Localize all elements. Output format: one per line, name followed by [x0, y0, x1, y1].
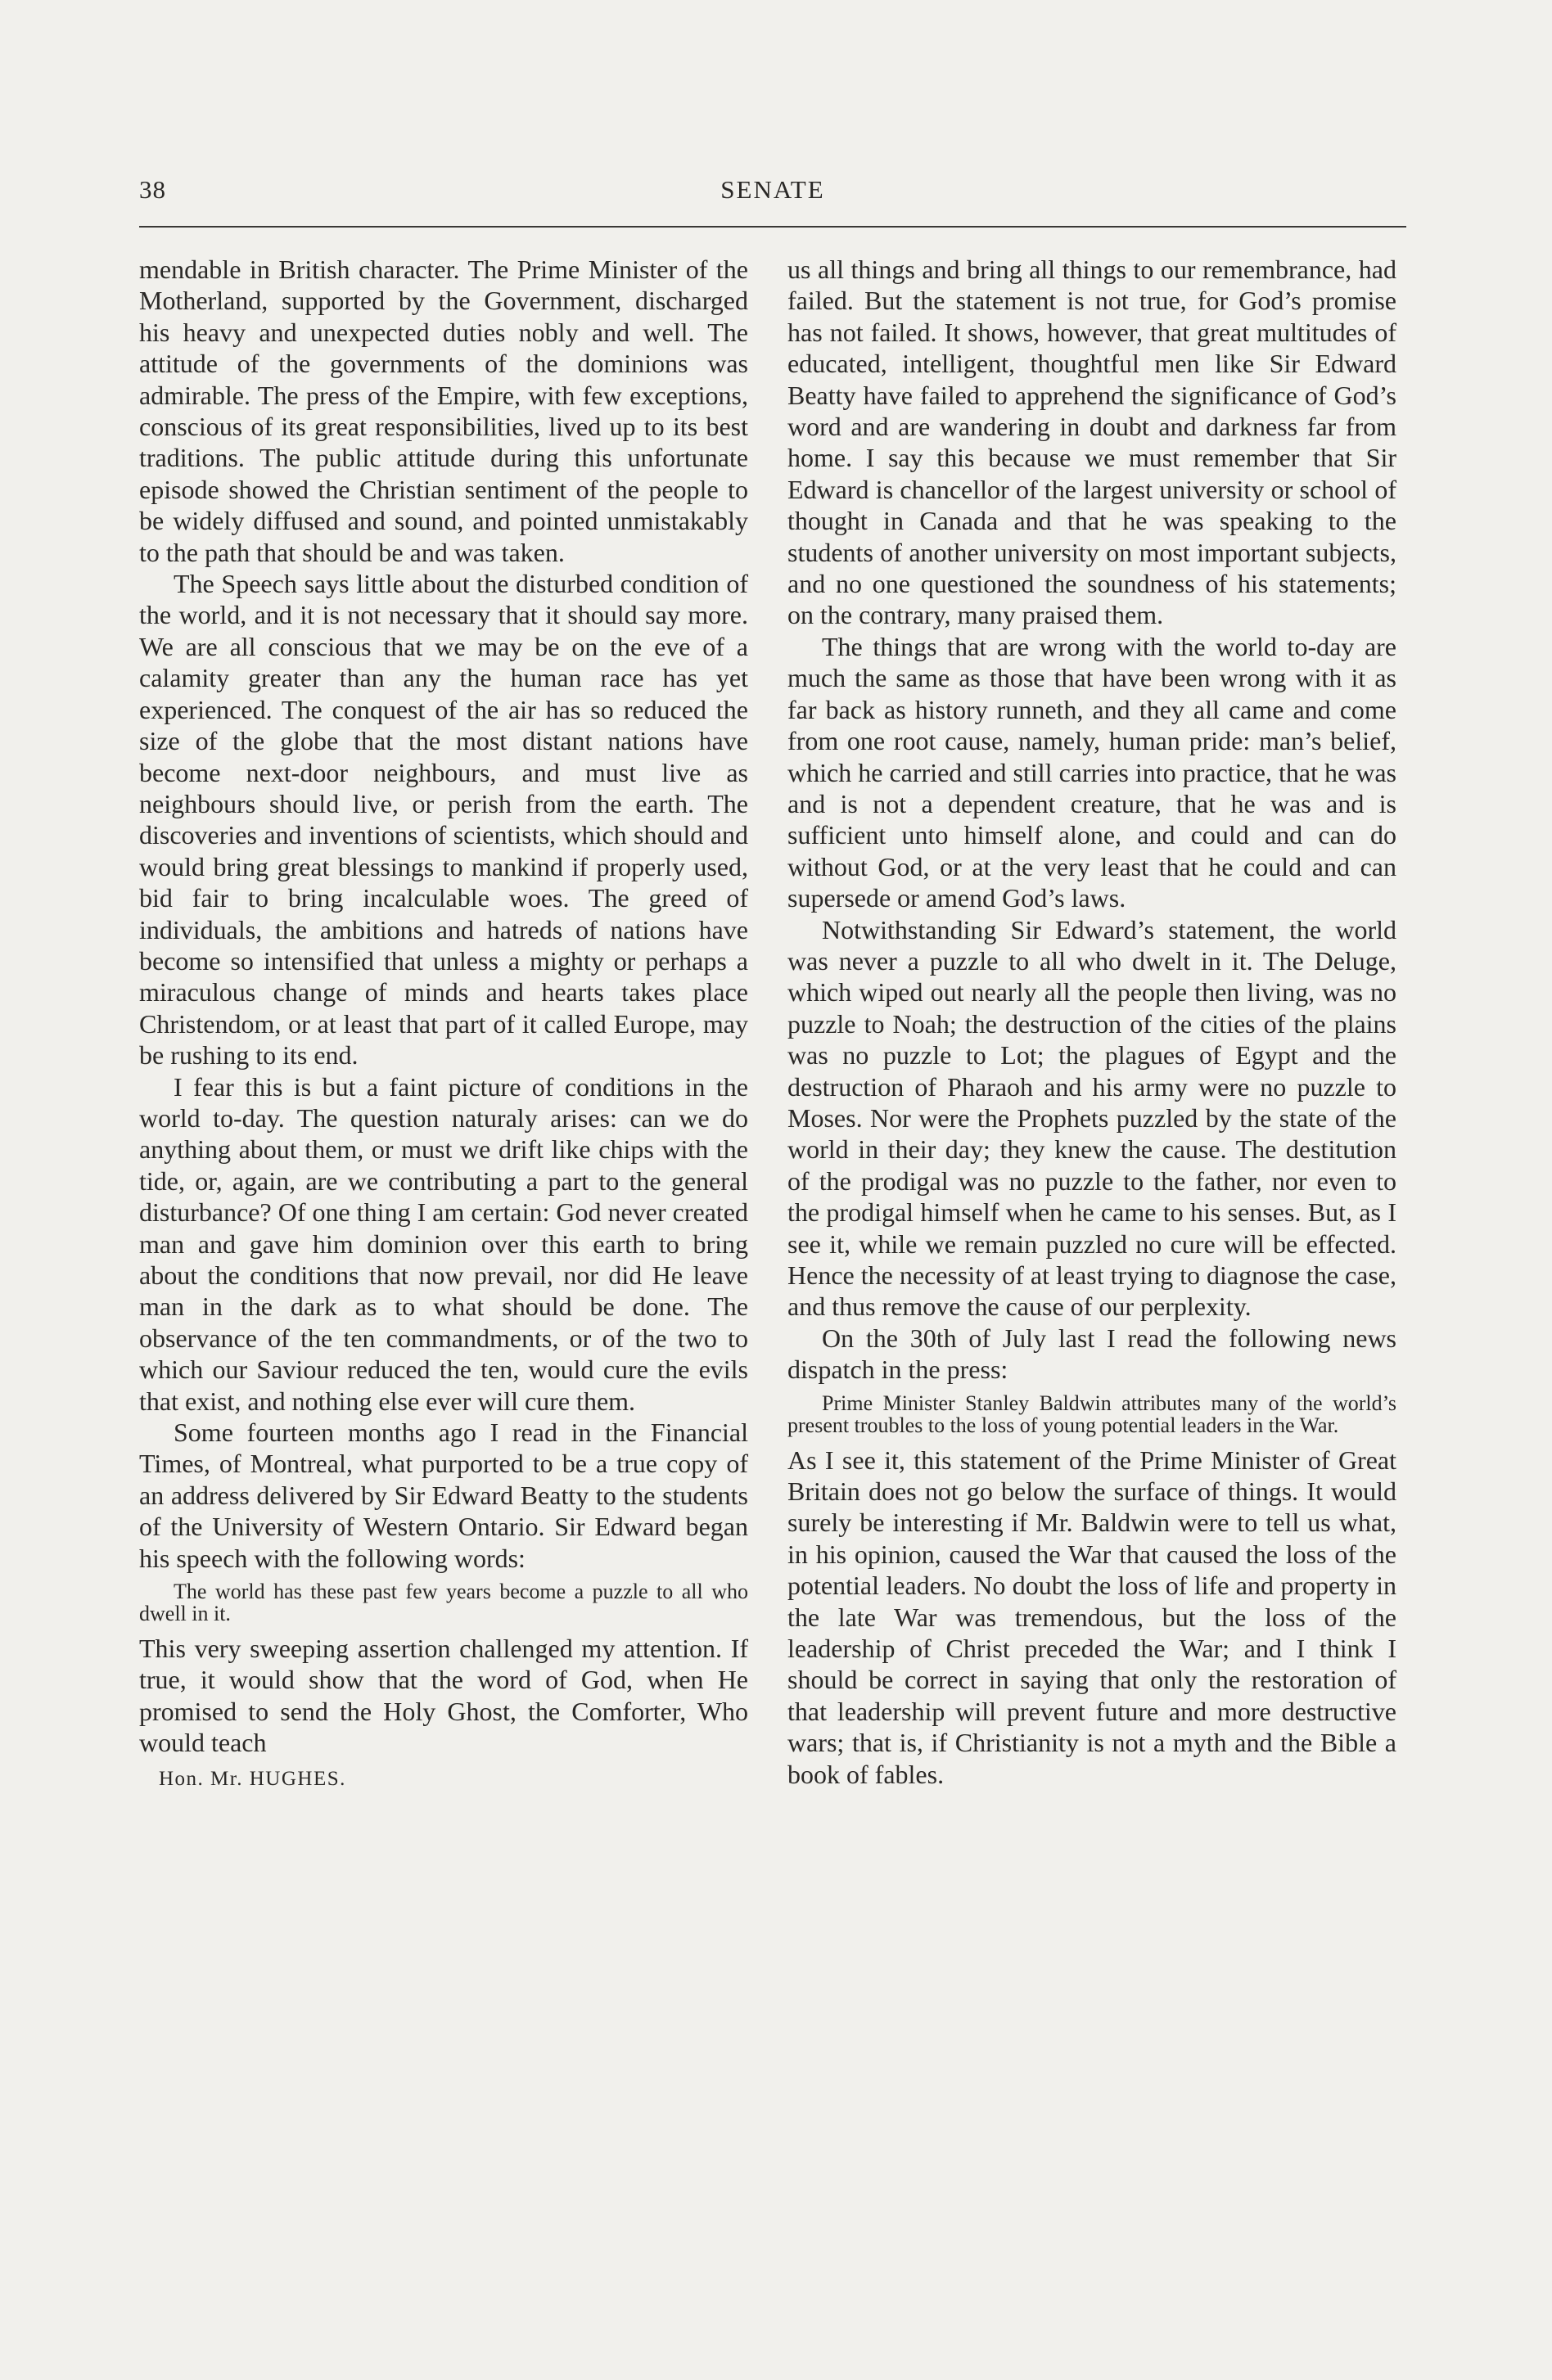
- paragraph: I fear this is but a faint picture of conditions in the world to-day. The question naturaly arises: can we do anything about them, or must we drift like chips with the tide, or, again, are we contributing a part to the general disturbance? Of one thing I am certain: God never created man and gave him dominion over this earth to bring about the conditions that now prevail, nor did He leave man in the dark as to what should be done. The observance of the ten commandments, or of the two to which our Saviour reduced the ten, would cure the evils that exist, and nothing else ever will cure them.: [139, 1071, 748, 1416]
- paragraph: mendable in British character. The Prime Minister of the Motherland, supported by the Government, discharged his heavy and unexpected duties nobly and well. The attitude of the governments of the dominions was admirable. The press of the Empire, with few exceptions, conscious of its great responsibilities, lived up to its best traditions. The public attitude during this unfortunate episode showed the Christian sentiment of the people to be widely diffused and sound, and pointed unmistakably to the path that should be and was taken.: [139, 255, 748, 567]
- speaker-label: Hon. Mr. HUGHES.: [159, 1767, 346, 1790]
- right-column: [787, 254, 1396, 1790]
- page-header: [139, 169, 1406, 218]
- running-title: SENATE: [720, 175, 825, 204]
- paragraph: On the 30th of July last I read the following news dispatch in the press:: [787, 1323, 1396, 1385]
- paragraph: The things that are wrong with the world to-day are much the same as those that have been wrong with it as far back as history runneth, and they all came and come from one root cause, namely, human pride: man’s belief, which he carried and still carries into practice, that he was and is not a dependent creature, that he was and is sufficient unto himself alone, and could and can do without God, or at the very least that he could and can supersede or amend God’s laws.: [787, 631, 1396, 913]
- block-quote: The world has these past few years become a puzzle to all who dwell in it.: [139, 1580, 748, 1626]
- block-quote: Prime Minister Stanley Baldwin attributes many of the world’s present troubles to the loss of young potential leaders in the War.: [787, 1391, 1396, 1437]
- header-rule: [139, 226, 1406, 228]
- paragraph: As I see it, this statement of the Prime Minister of Great Britain does not go below the surface of things. It would surely be interesting if Mr. Baldwin were to tell us what, in his opinion, caused the War that caused the loss of the potential leaders. No doubt the loss of life and property in the late War was tremendous, but the loss of the leadership of Christ preceded the War; and I think I should be correct in saying that only the restoration of that leadership will prevent future and more destructive wars; that is, if Christianity is not a myth and the Bible a book of fables.: [787, 1445, 1396, 1789]
- paragraph: us all things and bring all things to our remembrance, had failed. But the statement is not true, for God’s promise has not failed. It shows, however, that great multitudes of educated, intelligent, thoughtful men like Sir Edward Beatty have failed to apprehend the significance of God’s word and are wandering in doubt and darkness far from home. I say this because we must remember that Sir Edward is chancellor of the largest university or school of thought in Canada and that he was speaking to the students of another university on most important subjects, and no one questioned the soundness of his statements; on the contrary, many praised them.: [787, 255, 1396, 630]
- paragraph: This very sweeping assertion challenged my attention. If true, it would show that the word of God, when He promised to send the Holy Ghost, the Comforter, Who would teach: [139, 1634, 748, 1758]
- left-column: [139, 254, 748, 1795]
- paragraph: Notwithstanding Sir Edward’s statement, the world was never a puzzle to all who dwelt in it. The Deluge, which wiped out nearly all the people then living, was no puzzle to Noah; the destruction of the cities of the plains was no puzzle to Lot; the plagues of Egypt and the destruction of Pharaoh and his army were no puzzle to Moses. Nor were the Prophets puzzled by the state of the world in their day; they knew the cause. The destitution of the prodigal was no puzzle to the father, nor even to the prodigal himself when he came to his senses. But, as I see it, while we remain puzzled no cure will be effected. Hence the necessity of at least trying to diagnose the case, and thus remove the cause of our perplexity.: [787, 914, 1396, 1322]
- page-number: 38: [139, 175, 166, 204]
- paragraph: Some fourteen months ago I read in the Financial Times, of Montreal, what purported to be a true copy of an address delivered by Sir Edward Beatty to the students of the University of Western Ontario. Sir Edward began his speech with the following words:: [139, 1418, 748, 1573]
- paragraph: The Speech says little about the disturbed condition of the world, and it is not necessary that it should say more. We are all conscious that we may be on the eve of a calamity greater than any the human race has yet experienced. The conquest of the air has so reduced the size of the globe that the most distant nations have become next-door neighbours, and must live as neighbours should live, or perish from the earth. The discoveries and inventions of scientists, which should and would bring great blessings to mankind if properly used, bid fair to bring incalculable woes. The greed of individuals, the ambitions and hatreds of nations have become so intensified that unless a mighty or perhaps a miraculous change of minds and hearts takes place Christendom, or at least that part of it called Europe, may be rushing to its end.: [139, 569, 748, 1071]
